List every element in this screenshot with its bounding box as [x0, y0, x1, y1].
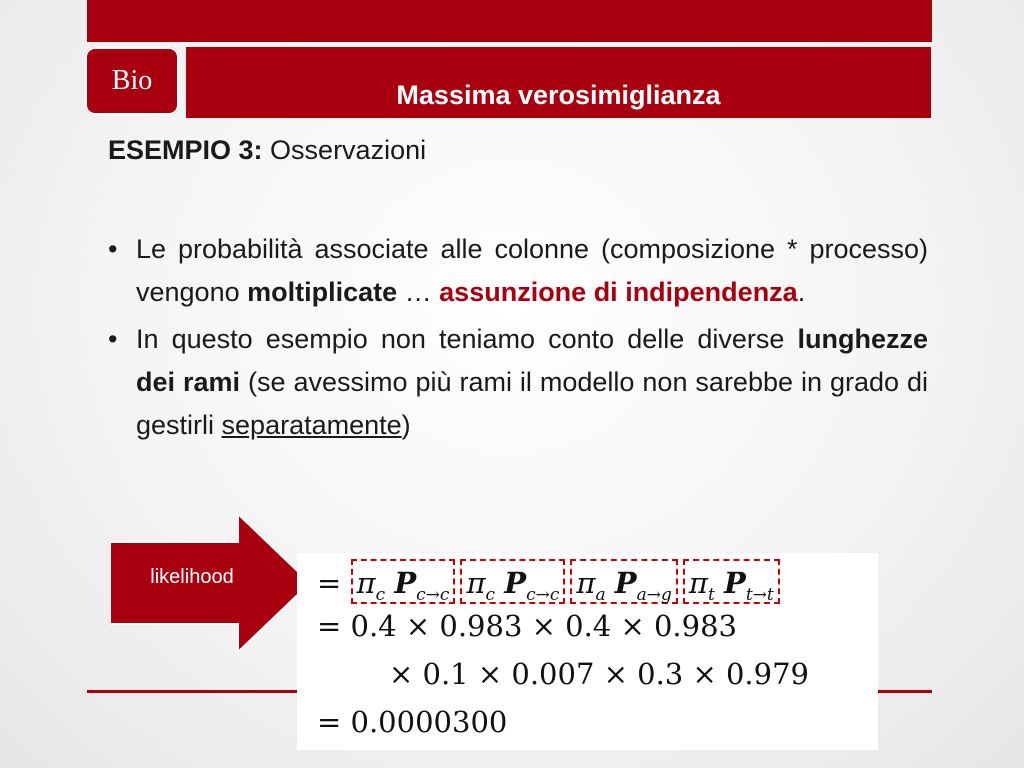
formula-term-boxed	[570, 559, 678, 604]
slide-title-bar	[186, 47, 931, 118]
bullet-item	[108, 318, 928, 447]
formula-term-boxed	[460, 559, 565, 604]
p-subscript: c→c	[416, 584, 450, 605]
pi-subscript: c	[375, 584, 386, 605]
bullet-dot: •	[108, 234, 118, 264]
bullet-bold-term: moltiplicate	[247, 277, 398, 307]
p-subscript: c→c	[526, 584, 560, 605]
pi-subscript: a	[595, 584, 606, 605]
bullet-list	[108, 228, 928, 451]
bullet-bold-term: lunghezze dei rami	[136, 324, 928, 397]
bullet-text-part: Le probabilità associate alle colonne (composizione * processo) vengono	[136, 234, 928, 307]
p-symbol: P	[504, 566, 527, 600]
slide-title: Massima verosimiglianza	[396, 80, 721, 110]
formula-term-boxed	[683, 559, 780, 604]
bullet-text-part: )	[401, 410, 411, 440]
p-subscript: t→t	[745, 584, 774, 605]
bullet-text	[136, 228, 928, 314]
formula-result: = 0.0000300	[317, 705, 508, 739]
pi-subscript: t	[707, 584, 715, 605]
bio-badge: Bio	[85, 47, 179, 115]
top-decorative-bar	[87, 0, 932, 42]
example-topic: Osservazioni	[262, 135, 427, 165]
pi-subscript: c	[485, 584, 496, 605]
bullet-text-part: …	[397, 277, 440, 307]
equals-sign: =	[317, 566, 342, 600]
p-subscript: a→g	[636, 584, 672, 605]
pi-symbol: π	[688, 566, 708, 600]
pi-symbol: π	[356, 566, 376, 600]
bullet-text-part: In questo esempio non teniamo conto delle diverse	[136, 324, 798, 354]
example-label: ESEMPIO 3:	[108, 135, 263, 165]
p-symbol: P	[724, 566, 746, 600]
bullet-text	[136, 318, 928, 447]
bullet-text-part: .	[797, 277, 806, 307]
bullet-highlight: assunzione di indipendenza	[439, 277, 798, 307]
formula-line-2: = 0.4 × 0.983 × 0.4 × 0.983	[317, 609, 738, 643]
bullet-item	[108, 228, 928, 314]
bullet-text-part: (se avessimo più rami il modello non sarebbe in grado di gestirli	[136, 367, 928, 440]
pi-symbol: π	[466, 566, 486, 600]
p-symbol: P	[394, 566, 417, 600]
formula-line-1	[317, 559, 785, 604]
likelihood-formula	[297, 553, 878, 750]
bullet-dot: •	[108, 324, 118, 354]
p-symbol: P	[614, 566, 637, 600]
bullet-underlined-term: separatamente	[221, 410, 402, 440]
example-heading	[108, 135, 426, 166]
likelihood-label: likelihood	[150, 566, 234, 588]
formula-line-3: × 0.1 × 0.007 × 0.3 × 0.979	[389, 657, 810, 691]
formula-term-boxed	[351, 559, 456, 604]
pi-symbol: π	[576, 566, 596, 600]
